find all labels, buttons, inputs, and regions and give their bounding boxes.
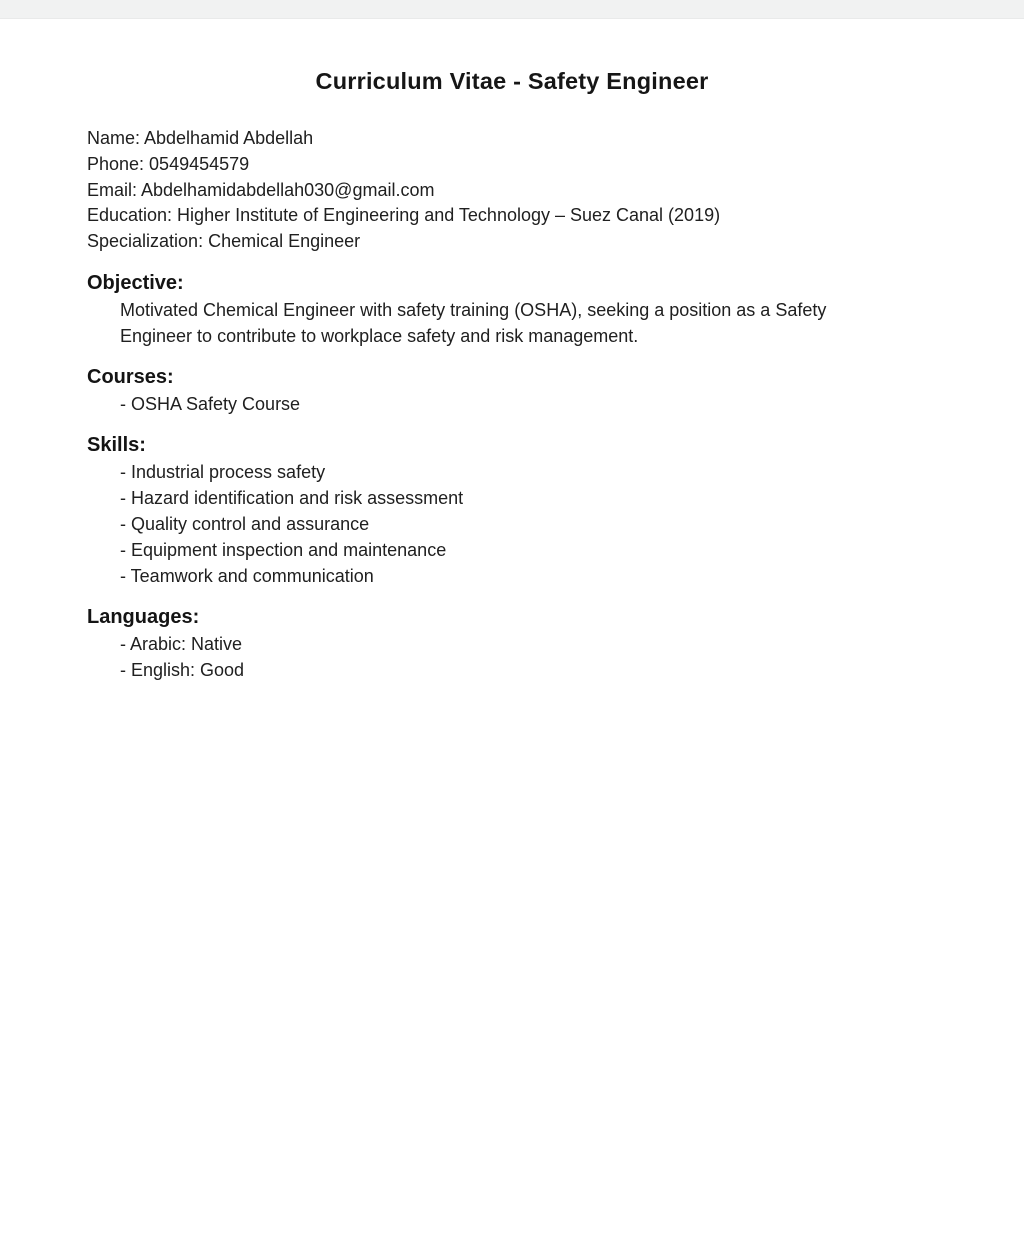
contact-line-specialization: Specialization: Chemical Engineer xyxy=(87,231,361,252)
section-languages xyxy=(87,604,937,683)
top-gray-band xyxy=(0,0,1024,19)
section-body-languages xyxy=(87,631,937,683)
objective-paragraph: Motivated Chemical Engineer with safety training (OSHA), seeking a position as a Safety Engineer to contribute to workplace safety and risk management. xyxy=(120,299,827,346)
page-title: Curriculum Vitae - Safety Engineer xyxy=(315,68,709,94)
section-body-objective xyxy=(87,297,937,349)
contact-line-email: Email: Abdelhamidabdellah030@gmail.com xyxy=(87,179,435,200)
contact-line-education: Education: Higher Institute of Engineering and Technology – Suez Canal (2019) xyxy=(87,205,721,226)
section-heading-objective: Objective: xyxy=(87,271,184,294)
language-item: - Arabic: Native xyxy=(120,633,243,654)
section-body-courses xyxy=(87,391,937,417)
section-skills xyxy=(87,432,937,589)
contact-block xyxy=(87,126,937,255)
skill-item: - Hazard identification and risk assessment xyxy=(120,487,464,508)
section-courses xyxy=(87,364,937,417)
section-heading-courses: Courses: xyxy=(87,365,174,388)
section-heading-skills: Skills: xyxy=(87,433,146,456)
skill-item: - Industrial process safety xyxy=(120,461,326,482)
section-body-skills xyxy=(87,459,937,589)
course-item: - OSHA Safety Course xyxy=(120,393,301,414)
language-item: - English: Good xyxy=(120,659,245,680)
contact-line-phone: Phone: 0549454579 xyxy=(87,153,250,174)
section-objective xyxy=(87,270,937,349)
contact-line-name: Name: Abdelhamid Abdellah xyxy=(87,128,314,148)
skill-item: - Quality control and assurance xyxy=(120,513,370,534)
skill-item: - Equipment inspection and maintenance xyxy=(120,539,447,560)
cv-document xyxy=(0,68,1024,683)
section-heading-languages: Languages: xyxy=(87,605,200,628)
skill-item: - Teamwork and communication xyxy=(120,565,374,586)
